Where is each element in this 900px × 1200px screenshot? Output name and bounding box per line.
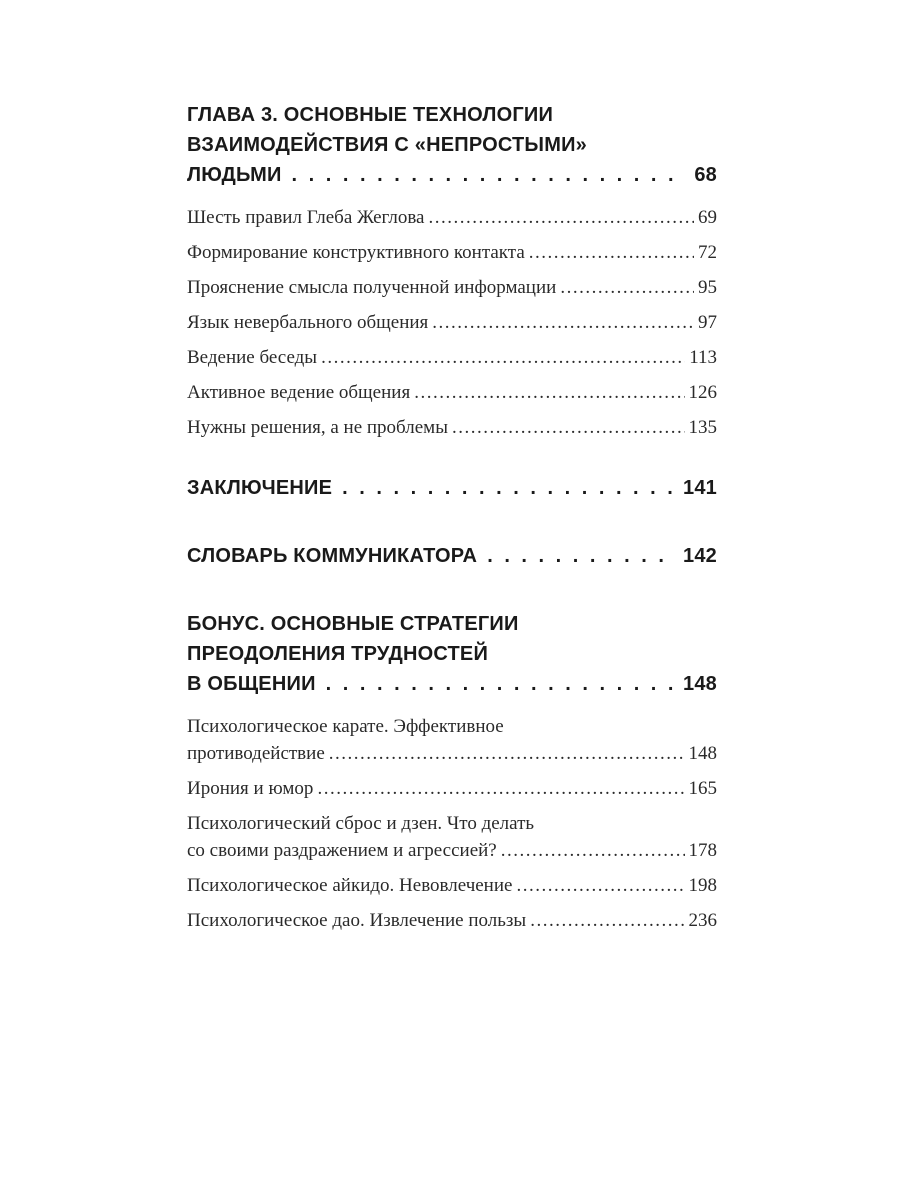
dot-leader [292, 160, 685, 190]
toc-entry-page: 72 [698, 242, 717, 263]
toc-entry-title: Активное ведение общения [187, 382, 411, 403]
toc-entry-page: 148 [688, 743, 717, 764]
toc-entry[interactable] [187, 239, 717, 266]
toc-section-conclusion[interactable] [187, 473, 717, 503]
dot-leader [487, 541, 673, 571]
toc-entry-title: Психологическое дао. Извлечение пользы [187, 910, 527, 931]
toc-entry[interactable] [187, 810, 717, 864]
toc-section-bonus [187, 609, 717, 934]
toc-section-glossary[interactable] [187, 541, 717, 571]
toc-entry[interactable] [187, 344, 717, 371]
toc-entry-title: со своими раздражением и агрессией? [187, 840, 497, 861]
toc-entry-page: 165 [688, 778, 717, 799]
dot-leader [317, 775, 684, 802]
bonus-heading-line-1: БОНУС. ОСНОВНЫЕ СТРАТЕГИИ [187, 613, 519, 635]
dot-leader [529, 239, 694, 266]
toc-entry[interactable] [187, 872, 717, 899]
toc-entry-page: 97 [698, 312, 717, 333]
toc-entry-title: Ведение беседы [187, 347, 318, 368]
toc-entry[interactable] [187, 274, 717, 301]
dot-leader [560, 274, 694, 301]
bonus-page-number: 148 [683, 673, 717, 695]
toc-entry-title: Прояснение смысла полученной информации [187, 277, 557, 298]
toc-entry[interactable] [187, 204, 717, 231]
chapter-3-heading[interactable] [187, 100, 717, 190]
toc-entry-title-line-1: Психологический сброс и дзен. Что делать [187, 813, 535, 834]
dot-leader [530, 907, 684, 934]
toc-entry-page: 236 [688, 910, 717, 931]
toc-entry-page: 69 [698, 207, 717, 228]
toc-entry-page: 95 [698, 277, 717, 298]
dot-leader [452, 414, 685, 441]
bonus-heading[interactable] [187, 609, 717, 699]
bonus-entries [187, 713, 717, 934]
toc-entry[interactable] [187, 309, 717, 336]
dot-leader [414, 379, 684, 406]
toc-entry-title: Шесть правил Глеба Жеглова [187, 207, 425, 228]
toc-entry-title-line-1: Психологическое карате. Эффективное [187, 716, 504, 737]
chapter-3-heading-line-2: ВЗАИМОДЕЙСТВИЯ С «НЕПРОСТЫМИ» [187, 134, 587, 156]
dot-leader [428, 204, 694, 231]
bonus-heading-line-2: ПРЕОДОЛЕНИЯ ТРУДНОСТЕЙ [187, 643, 489, 665]
toc-entry-title: Психологическое айкидо. Невовлечение [187, 875, 513, 896]
chapter-3-heading-line-3: ЛЮДЬМИ [187, 164, 282, 186]
chapter-3-heading-line-1: ГЛАВА 3. ОСНОВНЫЕ ТЕХНОЛОГИИ [187, 104, 554, 126]
dot-leader [501, 837, 685, 864]
toc-entry-page: 198 [688, 875, 717, 896]
toc-entry-title: противодействие [187, 743, 325, 764]
toc-entry-page: 135 [688, 417, 717, 438]
toc-entry-page: 126 [688, 382, 717, 403]
toc-entry[interactable] [187, 907, 717, 934]
table-of-contents [187, 100, 717, 942]
dot-leader [326, 669, 673, 699]
toc-section-chapter-3 [187, 100, 717, 441]
conclusion-page-number: 141 [683, 477, 717, 499]
chapter-3-entries [187, 204, 717, 441]
dot-leader [432, 309, 694, 336]
dot-leader [321, 344, 685, 371]
toc-entry-page: 113 [689, 347, 717, 368]
toc-entry[interactable] [187, 775, 717, 802]
toc-entry-title: Язык невербального общения [187, 312, 429, 333]
chapter-3-page-number: 68 [694, 164, 717, 186]
conclusion-heading: ЗАКЛЮЧЕНИЕ [187, 477, 333, 499]
toc-entry[interactable] [187, 414, 717, 441]
toc-entry-title: Ирония и юмор [187, 778, 314, 799]
toc-entry-title: Нужны решения, а не проблемы [187, 417, 448, 438]
glossary-heading: СЛОВАРЬ КОММУНИКАТОРА [187, 545, 478, 567]
glossary-page-number: 142 [683, 545, 717, 567]
toc-entry[interactable] [187, 379, 717, 406]
toc-entry-title: Формирование конструктивного контакта [187, 242, 525, 263]
toc-entry-page: 178 [688, 840, 717, 861]
dot-leader [342, 473, 673, 503]
bonus-heading-line-3: В ОБЩЕНИИ [187, 673, 316, 695]
toc-entry[interactable] [187, 713, 717, 767]
dot-leader [329, 740, 685, 767]
dot-leader [516, 872, 684, 899]
